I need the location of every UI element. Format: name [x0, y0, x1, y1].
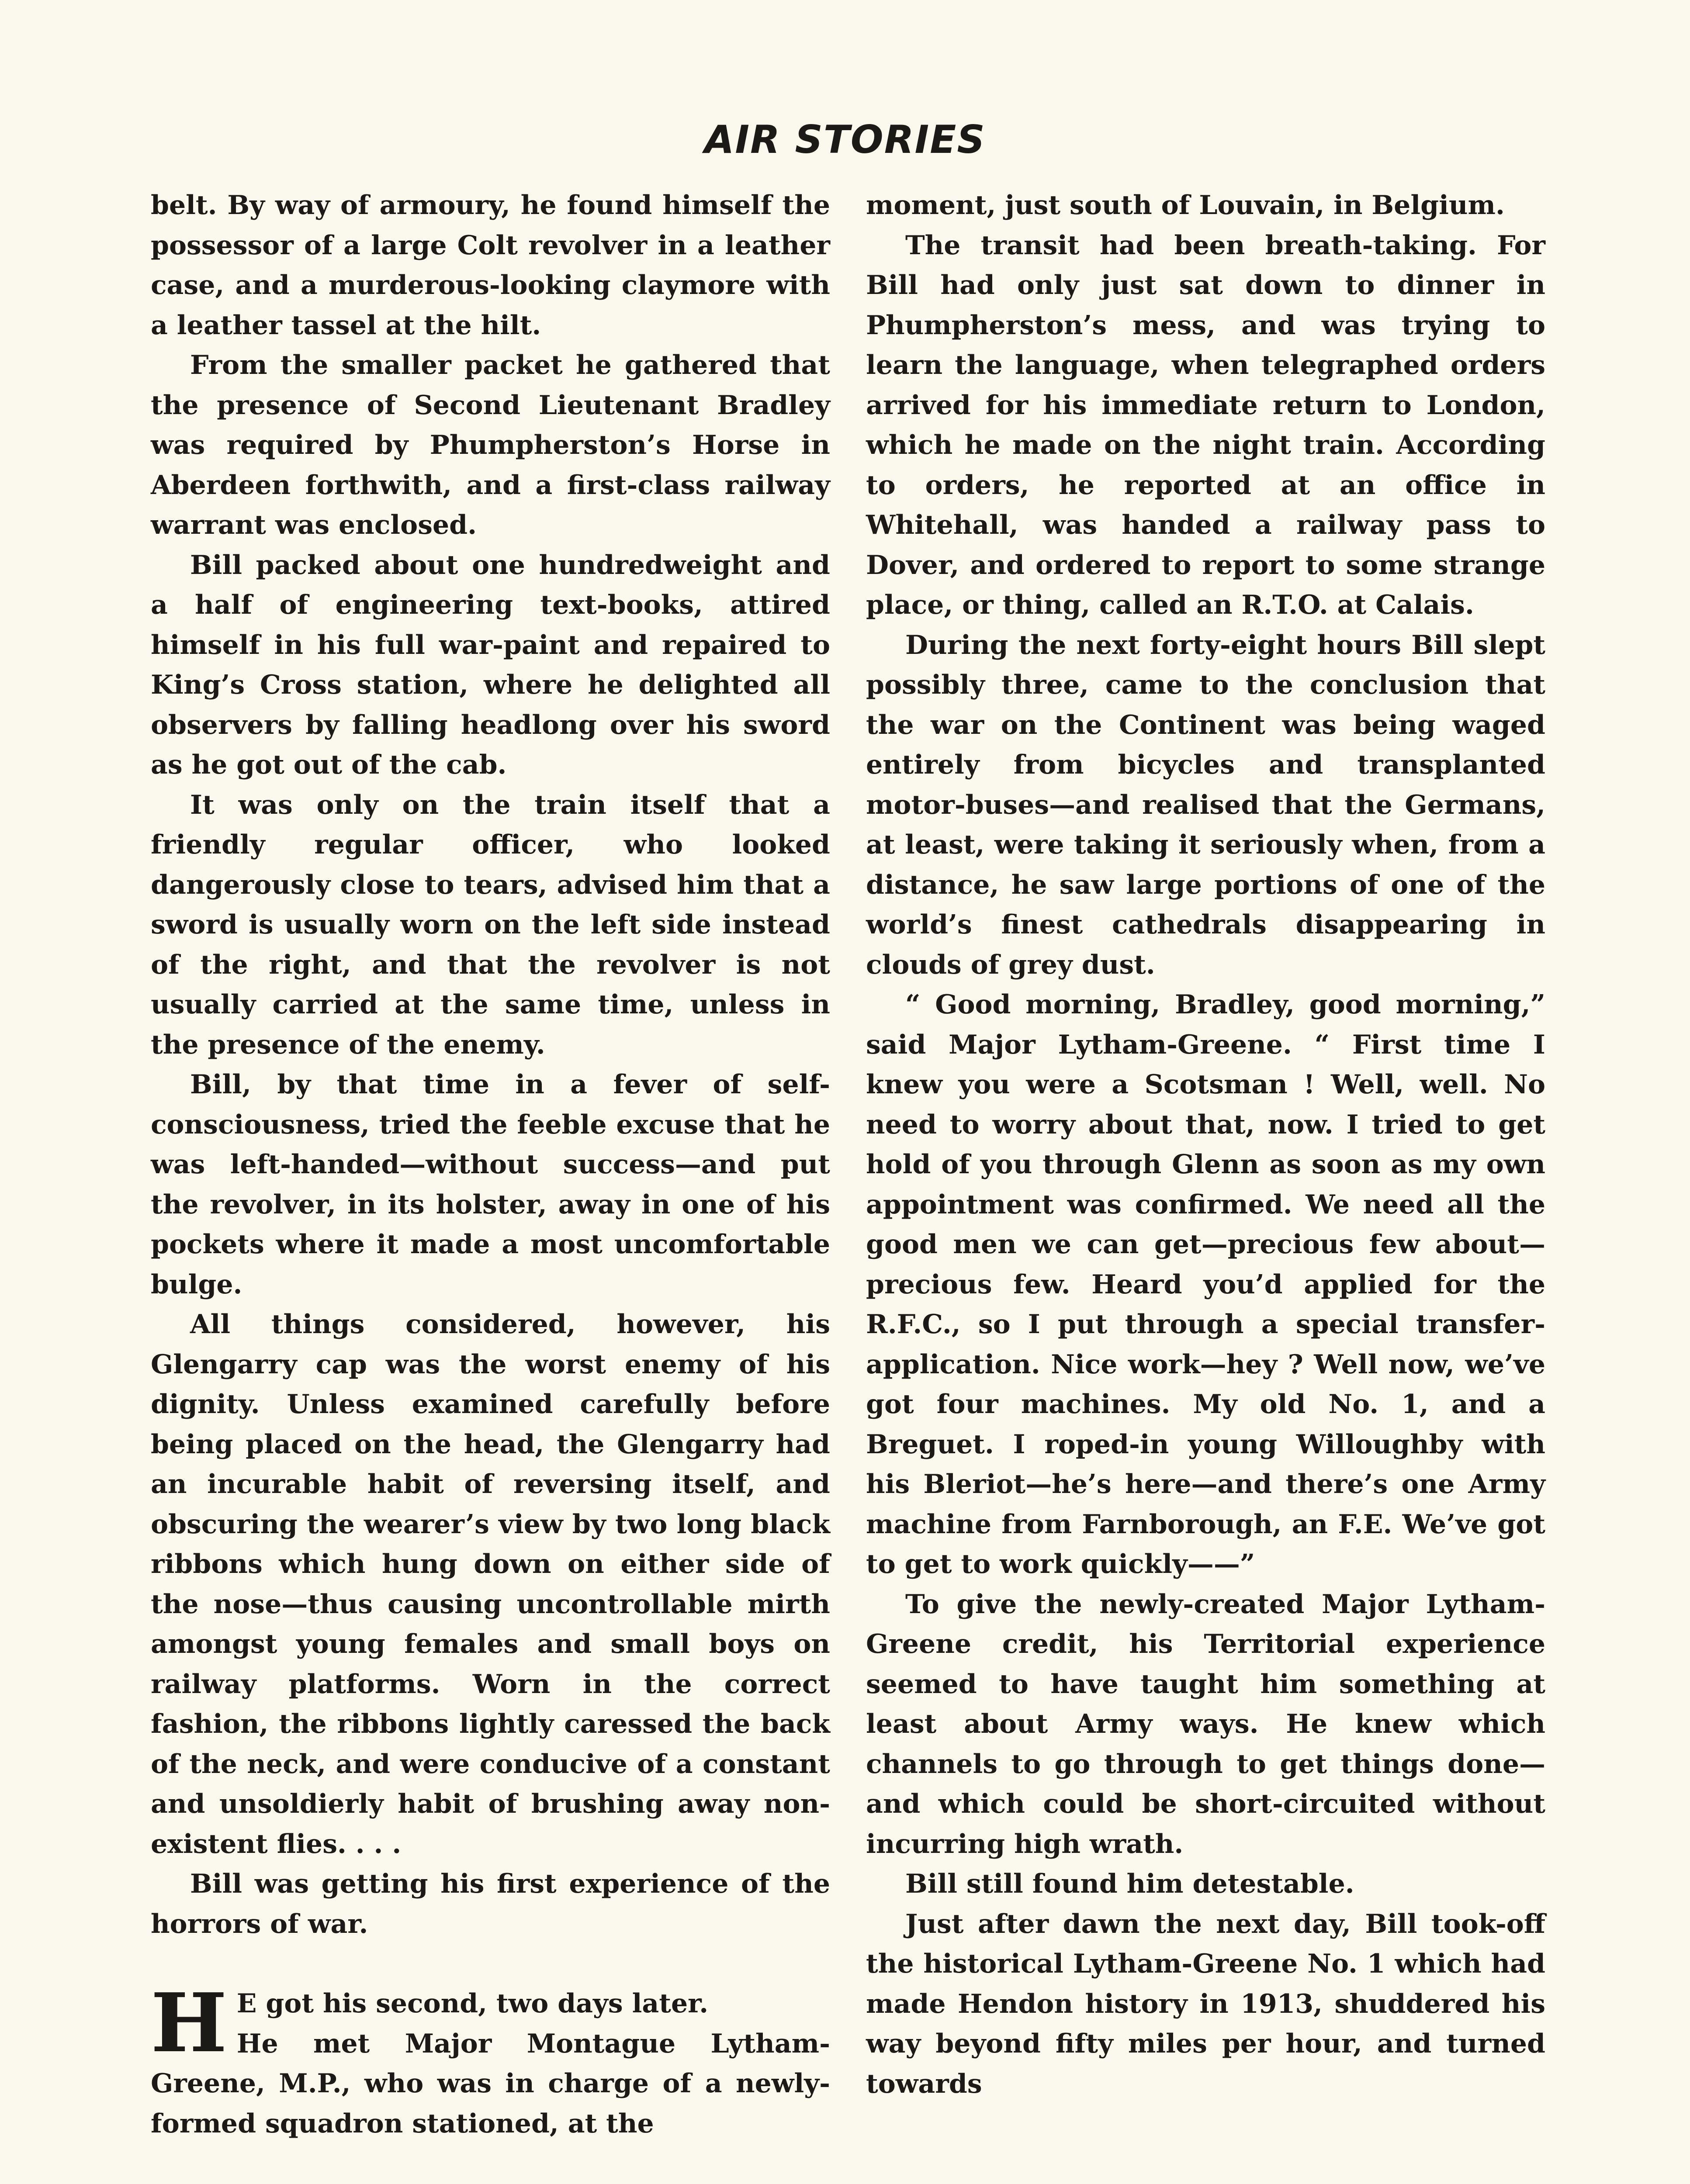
paragraph: Bill packed about one hundredweight and a half of engineering text-books, attired himself in his full war-paint and repaired to King’s Cross station, where he delighted all observers by falling headlong over his sword as he got out of the cab. — [151, 549, 830, 780]
section-opening-paragraph — [151, 1975, 830, 2144]
right-column — [866, 186, 1545, 2104]
paragraph: Bill still found him detestable. — [905, 1869, 1354, 1899]
paragraph: “ Good morning, Bradley, good morning,” said Major Lytham-Greene. “ First time I knew you were a Scotsman ! Well, well. No need to worry about that, now. I tried to get hold of you through Glenn as soon as my own appointment was confirmed. We need all the good men we can get—precious few about—precious few. Heard you’d applied for the R.F.C., so I put through a special transfer-application. Nice work—hey ? Well now, we’ve got four machines. My old No. 1, and a Breguet. I roped-in young Willoughby with his Bleriot—he’s here—and there’s one Army machine from Farnborough, an F.E. We’ve got to get to work quickly——” — [866, 989, 1545, 1579]
paragraph: From the smaller packet he gathered that the presence of Second Lieutenant Bradley was required by Phumpherston’s Horse in Aberdeen forthwith, and a first-class railway warrant was enclosed. — [151, 350, 830, 540]
paragraph: It was only on the train itself that a friendly regular officer, who looked dangerously close to tears, advised him that a sword is usually worn on the left side instead of the right, and that the revolver is not usually carried at the same time, unless in the presence of the enemy. — [151, 789, 830, 1060]
dropcap-line: E got his second, two days later. — [236, 1988, 709, 2019]
running-header: AIR STORIES — [704, 117, 986, 162]
paragraph: All things considered, however, his Glengarry cap was the worst enemy of his dignity. Unless examined carefully before being placed on the head, the Glengarry had an incurable habit of reversing itself, and obscuring the wearer’s view by two long black ribbons which hung down on either side of the nose—thus causing uncontrollable mirth amongst young females and small boys on railway platforms. Worn in the correct fashion, the ribbons lightly caressed the back of the neck, and were conducive of a constant and unsoldierly habit of brushing away non-existent flies. . . . — [151, 1309, 830, 1859]
paragraph: During the next forty-eight hours Bill slept possibly three, came to the conclusion that the war on the Continent was being waged entirely from bicycles and transplanted motor-buses—and realised that the Germans, at least, were taking it seriously when, from a distance, he saw large portions of one of the world’s finest cathedrals disappearing in clouds of grey dust. — [866, 629, 1545, 980]
drop-cap: H — [151, 1975, 227, 2070]
paragraph: Bill was getting his first experience of the horrors of war. — [151, 1869, 830, 1939]
paragraph: The transit had been breath-taking. For Bill had only just sat down to dinner in Phumpherston’s mess, and was trying to learn the language, when telegraphed orders arrived for his immediate return to London, which he made on the night train. According to orders, he reported at an office in Whitehall, was handed a railway pass to Dover, and ordered to report to some strange place, or thing, called an R.T.O. at Calais. — [866, 230, 1545, 620]
paragraph: He met Major Montague Lytham-Greene, M.P., who was in charge of a newly-formed squadron stationed, at the — [151, 2028, 830, 2139]
paragraph: Just after dawn the next day, Bill took-off the historical Lytham-Greene No. 1 which had made Hendon history in 1913, shuddered his way beyond fifty miles per hour, and turned towards — [866, 1908, 1545, 2099]
paragraph: belt. By way of armoury, he found himself the possessor of a large Colt revolver in a leather case, and a murderous-looking claymore with a leather tassel at the hilt. — [151, 190, 830, 341]
paragraph: moment, just south of Louvain, in Belgium. — [866, 190, 1505, 221]
left-column — [151, 186, 830, 2144]
paragraph: Bill, by that time in a fever of self-consciousness, tried the feeble excuse that he was left-handed—without success—and put the revolver, in its holster, away in one of his pockets where it made a most uncomfortable bulge. — [151, 1069, 830, 1300]
paragraph: To give the newly-created Major Lytham-Greene credit, his Territorial experience seemed to have taught him something at least about Army ways. He knew which channels to go through to get things done—and which could be short-circuited without incurring high wrath. — [866, 1589, 1545, 1859]
